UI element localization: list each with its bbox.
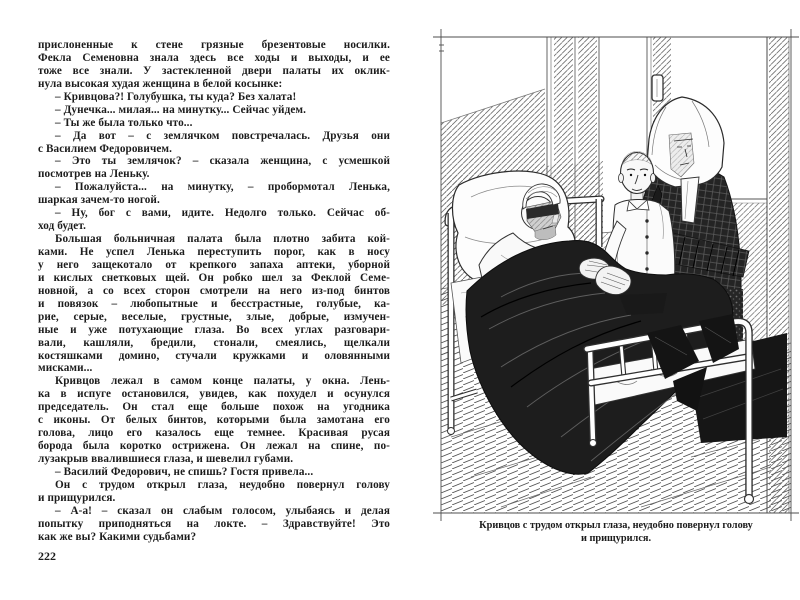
text-line: и кислых снетковых щей. Он робко шел за Феклой Семе- (38, 271, 390, 284)
caption-line: Кривцов с трудом открыл глаза, неудобно повернул голову (479, 520, 753, 531)
illustration-caption (433, 519, 799, 545)
text-line: – Это ты землячок? – сказала женщина, с усмешкой (55, 155, 390, 168)
text-line: с иконы. От белых бинтов, которыми была замотана его (38, 414, 390, 427)
text-line: и повязок – любопытные и бесстрастные, голубые, ка- (38, 297, 390, 310)
text-line: ка в испуге остановился, увидев, как похудел и осунулся (38, 388, 390, 401)
text-line: – Кривцова?! Голубушка, ты куда? Без халата! (55, 90, 297, 103)
text-line: борода была коротко острижена. Он лежал на спине, по- (38, 440, 390, 453)
text-line: – Да вот – с землячком повстречалась. Друзья они (55, 129, 390, 142)
text-line: вали, кашляли, бредили, стонали, смеялись, щелкали (38, 336, 390, 349)
text-line: – Дунечка... милая... на минутку... Сейчас уйдем. (55, 103, 307, 116)
text-line: прислоненные к стене грязные брезентовые носилки. (38, 39, 390, 51)
text-line: у него защекотало от крепкого запаха аптеки, уборной (38, 258, 390, 271)
text-line: как же вы? Какими судьбами? (38, 530, 197, 543)
text-line: тоже все знали. У застекленной двери палаты их оклик- (38, 64, 390, 77)
text-line: ные и уже потухающие глаза. Во всех углах разговари- (38, 323, 390, 336)
text-line: костяшками домино, стучали кружками и оловянными (38, 349, 390, 362)
text-line: посмотрев на Леньку. (38, 168, 150, 181)
text-line: новной, а со всех сторон смотрели на него из-под бинтов (38, 284, 390, 297)
text-line: лузакрыв ввалившиеся глаза, и шевелил губами. (38, 453, 294, 465)
text-line: председатель. Он стал еще больше похож на угодника (38, 401, 390, 414)
text-line: ками. Не успел Ленька переступить порог, как в носу (38, 246, 390, 258)
text-line: – Ну, бог с вами, идите. Недолго только. Сейчас об- (55, 207, 390, 220)
window-latch (652, 75, 663, 101)
text-line: мисками... (38, 362, 93, 375)
text-line: – А-а! – сказал он слабым голосом, улыбаясь и делая (55, 504, 390, 517)
text-line: с Василием Федоровичем. (38, 142, 173, 155)
text-column (38, 39, 390, 544)
text-line: – Ты же была только что... (55, 116, 193, 129)
text-line: рие, серые, веселые, грустные, злые, добрые, измучен- (38, 310, 390, 323)
text-line: ход будет. (38, 220, 87, 233)
scene (441, 37, 791, 513)
text-line: – Василий Федорович, не спишь? Гостя привела... (55, 465, 314, 478)
text-line: Кривцов лежал в самом конце палаты, у окна. Лень- (55, 375, 390, 388)
text-line: голова, лицо его казалось еще темнее. Красивая русая (38, 427, 390, 440)
text-line: нула высокая худая женщина в белой косынке: (38, 77, 283, 90)
text-line: шаркая зачем-то ногой. (38, 194, 160, 207)
page-number: 222 (38, 549, 56, 563)
caption-line: и прищурился. (580, 533, 652, 544)
text-line: и прищурился. (38, 491, 116, 504)
text-line: – Пожалуйста... на минутку, – пробормотал Ленька, (55, 181, 390, 194)
hospital-scene-illustration (433, 29, 799, 521)
text-line: Фекла Семеновна знала здесь все ходы и выходы, и ее (38, 51, 390, 64)
text-line: попытку приподняться на локте. – Здравствуйте! Это (38, 517, 390, 530)
text-line: Он с трудом открыл глаза, неудобно повернул голову (55, 478, 390, 491)
text-line: Большая больничная палата была плотно забита кой- (55, 233, 390, 246)
